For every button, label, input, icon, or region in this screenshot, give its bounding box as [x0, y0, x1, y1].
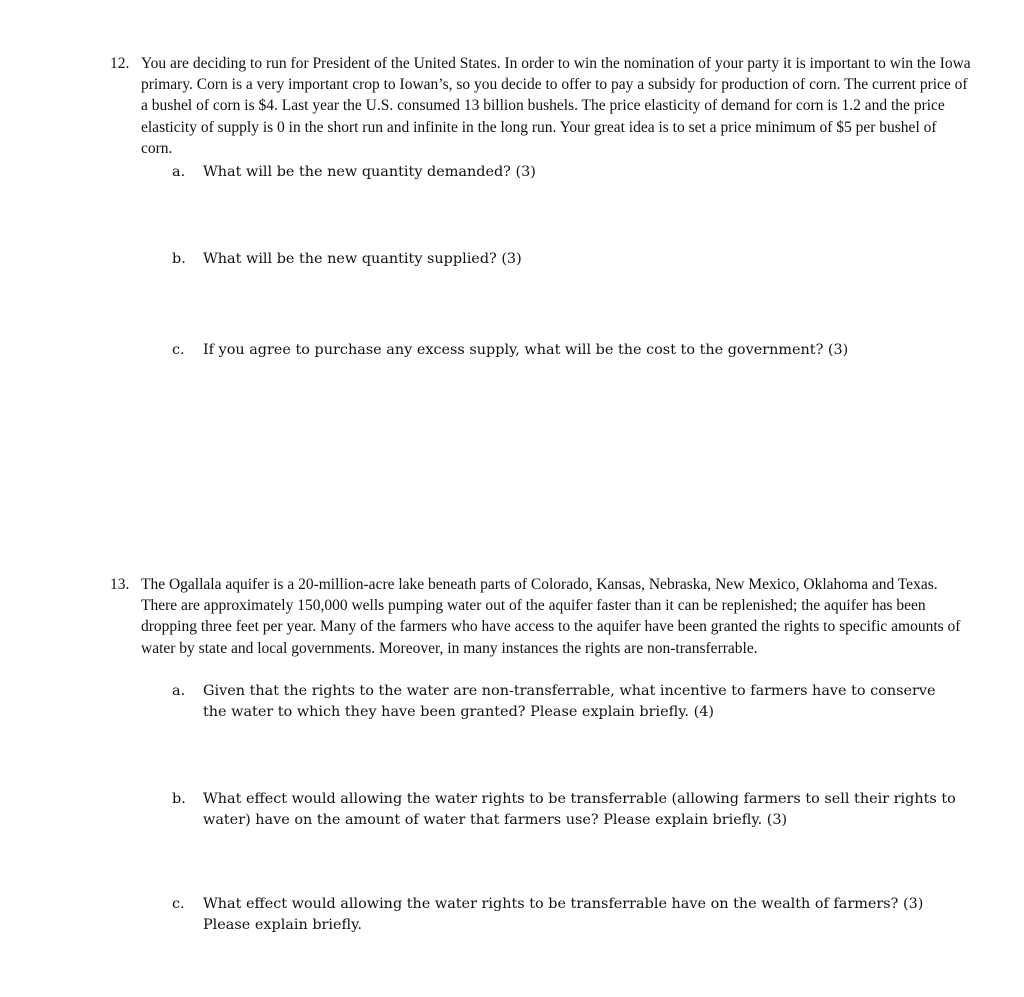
part-text: Given that the rights to the water are non-transferrable, what incentive to farmers have to conserve the water to which they have been granted? Please explain briefly. (4) [203, 683, 936, 721]
question-number: 13. [110, 576, 130, 593]
part-text: What will be the new quantity demanded? (3) [203, 164, 536, 180]
part-letter: c. [172, 342, 185, 358]
question-number: 12. [110, 55, 130, 72]
part-text: If you agree to purchase any excess supply, what will be the cost to the government? (3) [203, 342, 849, 358]
question-text: The Ogallala aquifer is a 20-million-acre lake beneath parts of Colorado, Kansas, Nebraska, New Mexico, Oklahoma and Texas. There are approximately 150,000 wells pumping water out of the aquifer faster than it can be replenished; the aquifer has been dropping three feet per year. Many of the farmers who have access to the aquifer have been granted the rights to specific amounts of water by state and local governments. Moreover, in many instances the rights are non-transferrable. [141, 576, 961, 657]
part-text: What will be the new quantity supplied? (3) [203, 251, 522, 267]
part-text: What effect would allowing the water rights to be transferrable have on the wealth of farmers? (3) Please explain briefly. [203, 896, 924, 934]
part-letter: a. [172, 164, 186, 180]
part-letter: c. [172, 896, 185, 912]
part-letter: b. [172, 251, 186, 267]
part-letter: a. [172, 683, 186, 699]
part-letter: b. [172, 791, 186, 807]
question-text: You are deciding to run for President of the United States. In order to win the nomination of your party it is important to win the Iowa primary. Corn is a very important crop to Iowan’s, so you decide to offer to pay a subsidy for production of corn. The current price of a bushel of corn is $4. Last year the U.S. consumed 13 billion bushels. The price elasticity of demand for corn is 1.2 and the price elasticity of supply is 0 in the short run and infinite in the long run. Your great idea is to set a price minimum of $5 per bushel of corn. [141, 55, 971, 157]
part-text: What effect would allowing the water rights to be transferrable (allowing farmers to sell their rights to water) have on the amount of water that farmers use? Please explain briefly. (3) [203, 791, 956, 829]
